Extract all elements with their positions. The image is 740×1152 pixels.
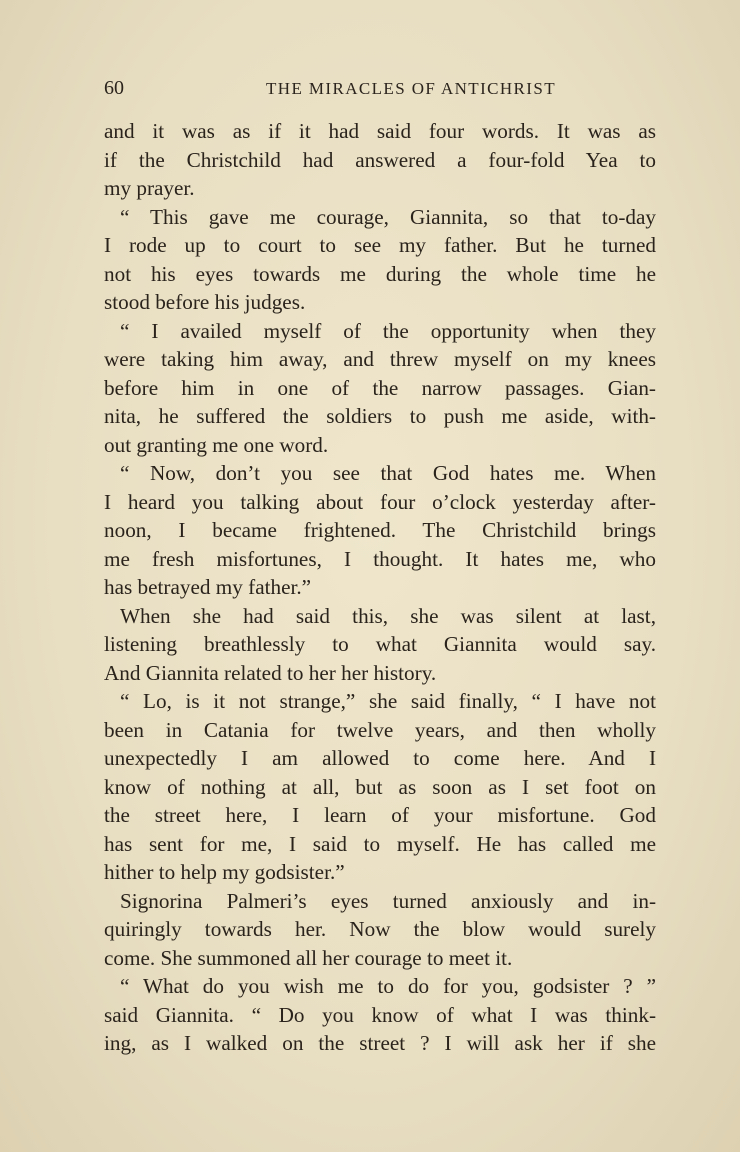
text-line: if the Christchild had answered a four-fold Yea to [104,147,656,172]
text-line: hither to help my godsister.” [104,860,345,884]
text-line: nita, he suffered the soldiers to push me aside, with- [104,404,656,428]
text-line: were taking him away, and threw myself on my knees [104,347,656,371]
text-line: come. She summoned all her courage to meet it. [104,945,513,970]
text-line: I heard you talking about four o’clock yesterday after- [104,489,656,514]
text-line: quiringly towards her. Now the blow would surely [104,917,656,941]
text-line: unexpectedly I am allowed to come here. And I [104,746,656,770]
text-line: and it was as if it had said four words. It was as [104,119,656,143]
text-line: know of nothing at all, but as soon as I set foot on [104,774,656,799]
text-line: I rode up to court to see my father. But he turned [104,233,656,257]
text-line: ing, as I walked on the street ? I will ask her if she [104,1031,656,1055]
running-head [104,74,556,102]
text-line: me fresh misfortunes, I thought. It hates me, who [104,546,656,571]
text-line: And Giannita related to her her history. [104,660,437,685]
text-line: When she had said this, she was silent at last, [120,603,656,628]
text-line: stood before his judges. [104,290,306,314]
text-line: has sent for me, I said to myself. He has called me [104,831,656,856]
text-line: my prayer. [104,176,195,200]
text-line: “ What do you wish me to do for you, godsister ? ” [120,974,656,998]
text-line: before him in one of the narrow passages. Gian- [104,375,656,400]
running-title: THE MIRACLES OF ANTICHRIST [266,79,556,98]
text-line: noon, I became frightened. The Christchild brings [104,518,656,542]
text-line: out granting me one word. [104,432,329,457]
text-line: “ This gave me courage, Giannita, so that to-day [120,204,656,229]
page-number: 60 [104,77,124,99]
text-line: “ Now, don’t you see that God hates me. When [120,461,656,485]
text-line: the street here, I learn of your misfortune. God [104,803,656,827]
body-text [104,117,656,1058]
text-line: has betrayed my father.” [104,575,312,599]
text-line: listening breathlessly to what Giannita would say. [104,632,656,656]
text-line: “ I availed myself of the opportunity when they [120,318,656,343]
text-line: been in Catania for twelve years, and then wholly [104,717,656,742]
text-line: not his eyes towards me during the whole time he [104,261,656,286]
text-line: “ Lo, is it not strange,” she said finally, “ I have not [120,689,656,713]
text-line: said Giannita. “ Do you know of what I was think- [104,1002,656,1027]
text-line: Signorina Palmeri’s eyes turned anxiously and in- [120,888,656,913]
